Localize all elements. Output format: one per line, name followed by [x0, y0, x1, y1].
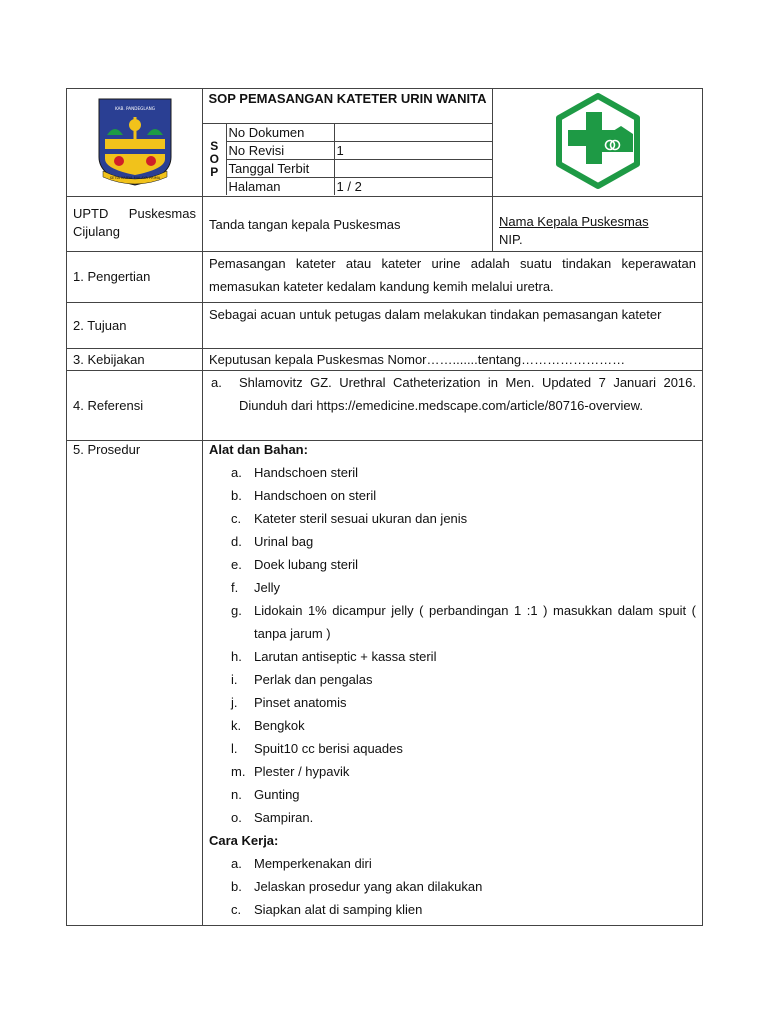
list-item-text: Plester / hypavik	[254, 764, 350, 779]
sop-table	[66, 88, 703, 926]
kebijakan-row	[67, 349, 703, 371]
list-item-text: Sampiran.	[254, 810, 314, 825]
alat-bahan-heading: Alat dan Bahan:	[209, 442, 308, 457]
list-item	[209, 875, 696, 898]
referensi-row	[67, 371, 703, 441]
list-item-text: Doek lubang steril	[254, 557, 359, 572]
tanggal-terbit-label: Tanggal Terbit	[226, 160, 334, 178]
list-item-marker: m.	[231, 764, 246, 779]
list-item-marker: b.	[231, 879, 242, 894]
prosedur-label: 5. Prosedur	[67, 441, 203, 926]
list-item	[209, 737, 696, 760]
list-item	[209, 714, 696, 737]
list-item-text: Kateter steril sesuai ukuran dan jenis	[254, 511, 468, 526]
no-revisi-label: No Revisi	[226, 142, 334, 160]
pengertian-text: Pemasangan kateter atau kateter urine adalah suatu tindakan keperawatan memasukan kateter kedalam kandung kemih melalui uretra.	[203, 252, 703, 303]
prosedur-content	[203, 441, 703, 926]
list-item-text: Lidokain 1% dicampur jelly ( perbandingan 1 :1 ) masukkan dalam spuit ( tanpa jarum )	[254, 603, 696, 641]
head-signature-cell	[493, 197, 703, 252]
list-item-marker: c.	[231, 511, 242, 526]
halaman-value: 1 / 2	[334, 178, 492, 196]
svg-text:KAB. PANDEGLANG: KAB. PANDEGLANG	[114, 106, 155, 111]
sop-letter-s: S	[210, 139, 219, 153]
sop-letter-p: P	[210, 165, 219, 179]
list-item	[209, 691, 696, 714]
referensi-label: 4. Referensi	[67, 371, 203, 441]
list-item-text: Spuit10 cc berisi aquades	[254, 741, 403, 756]
kebijakan-label: 3. Kebijakan	[67, 349, 203, 371]
list-item-marker: e.	[231, 557, 242, 572]
list-item-marker: f.	[231, 580, 239, 595]
list-item-marker: i.	[231, 672, 238, 687]
list-item-marker: j.	[231, 695, 238, 710]
list-item-text: Handschoen on steril	[254, 488, 377, 503]
list-item	[209, 599, 696, 645]
list-item	[209, 507, 696, 530]
puskesmas-logo-cell	[493, 89, 703, 197]
list-item-text: Bengkok	[254, 718, 305, 733]
list-item-text: Pinset anatomis	[254, 695, 347, 710]
list-item-marker: l.	[231, 741, 238, 756]
list-item	[209, 898, 696, 921]
list-item	[209, 461, 696, 484]
list-item-marker: a.	[231, 856, 242, 871]
referensi-list	[209, 371, 696, 417]
no-revisi-value: 1	[334, 142, 492, 160]
sop-document	[66, 88, 702, 926]
list-item	[209, 760, 696, 783]
no-dokumen-label: No Dokumen	[226, 124, 334, 142]
document-title: SOP PEMASANGAN KATETER URIN WANITA	[208, 91, 487, 106]
list-item-text: Handschoen steril	[254, 465, 359, 480]
tujuan-row	[67, 303, 703, 349]
head-name: Nama Kepala Puskesmas	[499, 214, 649, 229]
sop-letter-o: O	[209, 152, 219, 166]
document-info-table	[203, 123, 492, 195]
tujuan-label: 2. Tujuan	[67, 303, 203, 349]
referensi-list-cell	[203, 371, 703, 441]
list-item-marker: n.	[231, 787, 242, 802]
list-item-marker: b.	[231, 488, 242, 503]
list-item-text: Perlak dan pengalas	[254, 672, 373, 687]
list-item-marker: h.	[231, 649, 242, 664]
pengertian-label: 1. Pengertian	[67, 252, 203, 303]
list-item	[209, 530, 696, 553]
halaman-label: Halaman	[226, 178, 334, 196]
signature-label: Tanda tangan kepala Puskesmas	[203, 197, 493, 252]
list-item-marker: c.	[231, 902, 242, 917]
signature-row	[67, 197, 703, 252]
list-item	[209, 806, 696, 829]
list-item: a. Shlamovitz GZ. Urethral Catheterization in Men. Updated 7 Januari 2016. Diunduh dari https://emedicine.medscape.com/article/80716-overview.	[211, 375, 696, 413]
alat-bahan-list	[209, 461, 696, 829]
prosedur-row	[67, 441, 703, 926]
kebijakan-text: Keputusan kepala Puskesmas Nomor…….......tentang……………………	[203, 349, 703, 371]
header-row	[67, 89, 703, 197]
list-item-marker: o.	[231, 810, 242, 825]
list-item-text: Urinal bag	[254, 534, 314, 549]
list-item	[209, 668, 696, 691]
list-item-marker: a.	[231, 465, 242, 480]
list-item-marker: g.	[231, 603, 242, 618]
list-item	[209, 553, 696, 576]
list-item-text: Gunting	[254, 787, 300, 802]
list-item-text: Jelaskan prosedur yang akan dilakukan	[254, 879, 483, 894]
title-cell	[203, 89, 493, 197]
list-item	[209, 783, 696, 806]
list-item	[209, 645, 696, 668]
puskesmas-logo-icon	[553, 92, 643, 190]
no-dokumen-value	[334, 124, 492, 142]
regency-logo-cell	[67, 89, 203, 197]
unit-name: UPTD Puskesmas Cijulang	[67, 197, 203, 252]
cara-kerja-list	[209, 852, 696, 921]
list-item-marker: k.	[231, 718, 242, 733]
sop-letters	[203, 124, 226, 196]
list-item	[209, 576, 696, 599]
list-item-text: Memperkenakan diri	[254, 856, 372, 871]
list-item-text: Siapkan alat di samping klien	[254, 902, 423, 917]
list-item-text: Jelly	[254, 580, 281, 595]
list-item-marker: d.	[231, 534, 242, 549]
head-nip: NIP.	[499, 232, 523, 247]
list-item-text: Larutan antiseptic + kassa steril	[254, 649, 437, 664]
list-item	[209, 484, 696, 507]
pengertian-row	[67, 252, 703, 303]
list-item	[209, 852, 696, 875]
regency-emblem-icon	[95, 95, 175, 187]
svg-text:SETIA KARYA MALAYA PRIMA: SETIA KARYA MALAYA PRIMA	[109, 176, 160, 180]
cara-kerja-heading: Cara Kerja:	[209, 833, 279, 848]
tanggal-terbit-value	[334, 160, 492, 178]
tujuan-text: Sebagai acuan untuk petugas dalam melakukan tindakan pemasangan kateter	[203, 303, 703, 349]
